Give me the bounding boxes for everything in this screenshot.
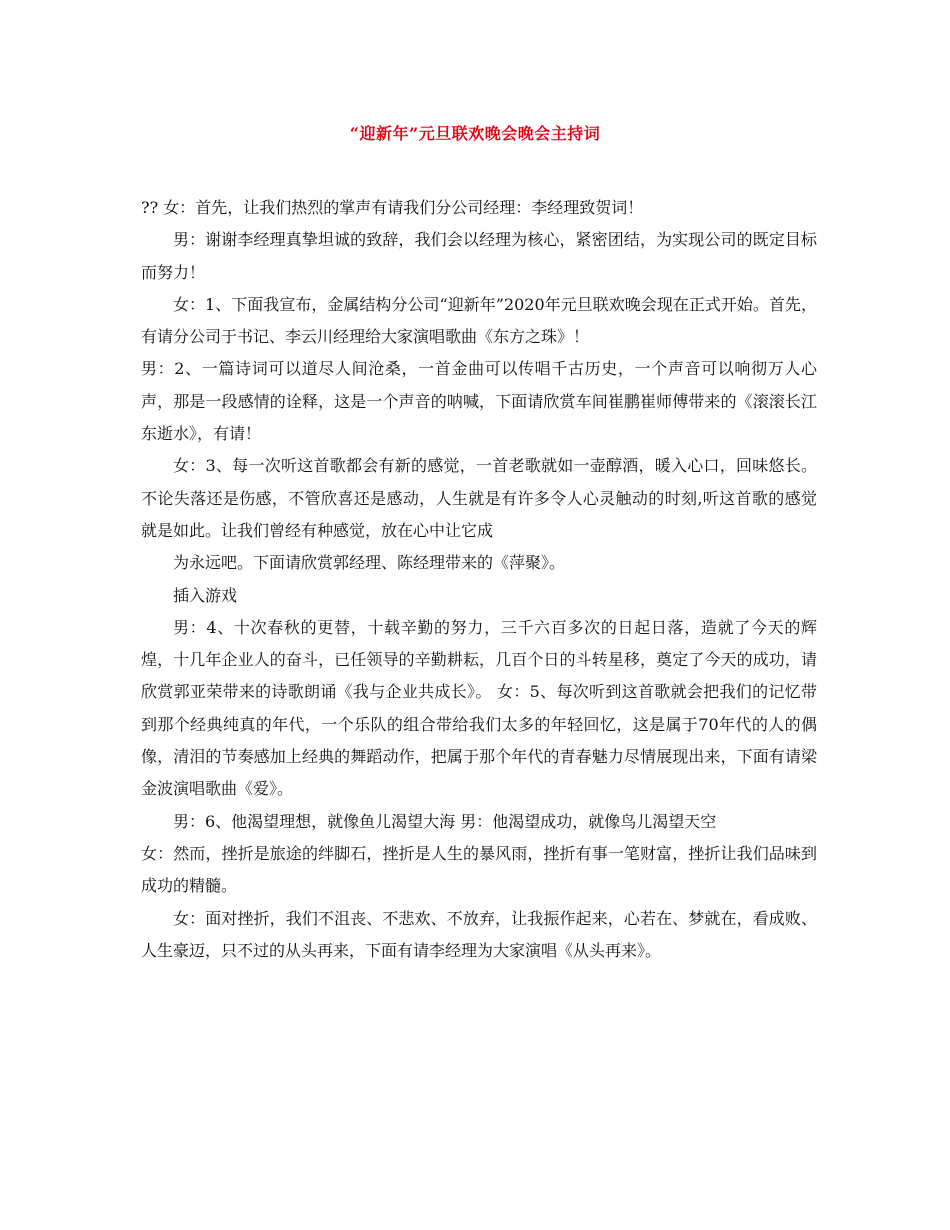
paragraph: 男：谢谢李经理真挚坦诚的致辞，我们会以经理为核心，紧密团结，为实现公司的既定目标而努力！ — [141, 230, 817, 282]
paragraph: 男：2、一篇诗词可以道尽人间沧桑，一首金曲可以传唱千古历史，一个声音可以响彻万人心声，那是一段感情的诠释，这是一个声音的呐喊，下面请欣赏车间崔鹏崔师傅带来的《滚滚长江东逝水》，有请！ — [141, 359, 817, 444]
document-title: “迎新年”元旦联欢晚会晚会主持词 — [349, 124, 601, 143]
paragraph: 女：1、下面我宣布，金属结构分公司“迎新年”2020年元旦联欢晚会现在正式开始。首先，有请分公司于书记、李云川经理给大家演唱歌曲《东方之珠》！ — [141, 294, 817, 347]
paragraph: 女：面对挫折，我们不沮丧、不悲欢、不放弃，让我振作起来，心若在、梦就在，看成败、人生豪迈，只不过的从头再来，下面有请李经理为大家演唱《从头再来》。 — [141, 908, 817, 960]
paragraph: 女：3、每一次听这首歌都会有新的感觉，一首老歌就如一壶醇酒，暖入心口，回味悠长。不论失落还是伤感，不管欣喜还是感动，人生就是有许多令人心灵触动的时刻,听这首歌的感觉就是如此。让我们曾经有种感觉，放在心中让它成 — [141, 456, 817, 540]
paragraph: ?? 女：首先，让我们热烈的掌声有请我们分公司经理：李经理致贺词！ — [141, 198, 644, 217]
paragraph: 男：4、十次春秋的更替，十载辛勤的努力，三千六百多次的日起日落，造就了今天的辉煌，十几年企业人的奋斗，已任领导的辛勤耕耘，几百个日的斗转星移，奠定了今天的成功，请欣赏郭亚荣带来的诗歌朗诵《我与企业共成长》。 女：5、每次听到这首歌就会把我们的记忆带到那个经典纯真的年代，一个乐队的组合带给我们太多的年轻回忆，这是属于70年代的人的偶像，清泪的节奏感加上经典的舞蹈动作，把属于那个年代的青春魅力尽情展现出来，下面有请梁金波演唱歌曲《爱》。 — [141, 617, 817, 799]
paragraph: 女：然而，挫折是旅途的绊脚石，挫折是人生的暴风雨，挫折有事一笔财富，挫折让我们品味到成功的精髓。 — [141, 843, 817, 896]
document-body — [141, 192, 817, 967]
paragraph: 男：6、他渴望理想，就像鱼儿渴望大海 男：他渴望成功，就像鸟儿渴望天空 — [173, 811, 717, 831]
paragraph: 插入游戏 — [173, 585, 238, 605]
paragraph: 为永远吧。下面请欣赏郭经理、陈经理带来的《萍聚》。 — [173, 553, 566, 573]
